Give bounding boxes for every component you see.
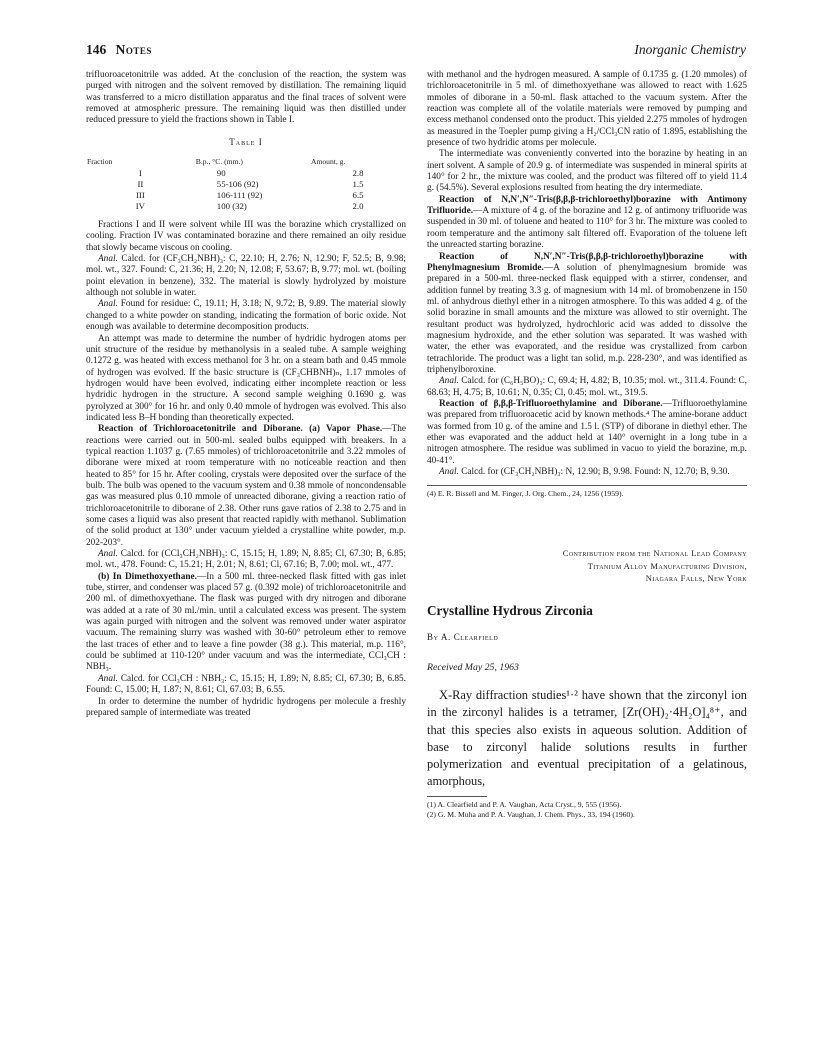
section-heading: Reaction of N,N′,N″-Tris(β,β,β-trichloroethyl)borazine with Antimony Trifluoride. bbox=[427, 194, 747, 217]
section-paragraph bbox=[427, 399, 747, 467]
table-row bbox=[86, 190, 406, 201]
running-head bbox=[86, 42, 746, 62]
section-text: —A solution of phenylmagnesium bromide was prepared in a 500-ml. three-necked flask equipped with a stirrer, condenser, and addition funnel by treating 3.3 g. of magnesium with 14 ml. of bromobenzene in 150 ml. of anhydrous diethyl ether in a nitrogen atmosphere. To this was added 4 g. of the solid borazine in small amounts and the mixture was allowed to stir overnight. The resultant product was hydrolyzed, hydrochloric acid was added to dissolve the magnesium hydroxide, and the ether solution was separated. It was washed with water, the ether was evaporated, and the residue was crystallized from carbon tetrachloride. The product was a light tan solid, m.p. 228-230°, and was identified as triphenylboroxine. bbox=[427, 262, 747, 375]
analysis-text: Calcd. for CCl₃CH : NBH₃: C, 15.15; H, 1.89; N, 8.85; Cl, 67.30; B, 6.85. Found: C, 15.00; H, 1.87; N, 8.61; Cl, 67.03; B, 6.55. bbox=[86, 673, 406, 696]
table-cell: 106-111 (92) bbox=[216, 190, 263, 201]
section-text: —In a 500 ml. three-necked flask fitted with gas inlet tube, stirrer, and condenser was placed 57 g. (0.392 mole) of trichloroacetonitrile and 200 ml. of dimethoxyethane. The flask was purged with dry nitrogen and diborane was added at a rate of 30 ml./min. until a calculated excess was present. The system was again purged with nitrogen and the solvent was removed under water aspirator vacuum. The remaining slurry was washed with 30-60° petroleum ether to remove the last traces of ether and to leave a fine powder (38 g.). This material, m.p. 116°, could be sublimed at 110-120° under vacuum and was the intermediate, CCl₃CH : NBH₃. bbox=[86, 571, 406, 673]
column-header: Amount, g. bbox=[310, 157, 346, 167]
reference: (2) G. M. Muha and P. A. Vaughan, J. Chem. Phys., 33, 194 (1960). bbox=[427, 809, 635, 819]
table-cell: I bbox=[138, 168, 142, 179]
section-text: —Trifluoroethylamine was prepared from trifluoroacetic acid by known methods.⁴ The amine-borane adduct was formed from 10 g. of the amine and 1.5 l. (STP) of diborane in diethyl ether. The ether was evaporated and the adduct held at 140° overnight in a long tube in a nitrogen atmosphere. The residue was sublimed in vacuo to yield the borazine, m.p. 40-41°. bbox=[427, 398, 747, 466]
table-1 bbox=[86, 156, 406, 212]
page-number: 146 bbox=[86, 42, 107, 57]
journal-name: Inorganic Chemistry bbox=[634, 42, 746, 57]
analysis-paragraph bbox=[86, 549, 406, 572]
contribution-line: Contribution from the National Lead Company bbox=[562, 548, 747, 559]
anal-label: Anal. bbox=[98, 254, 118, 265]
section-paragraph bbox=[86, 572, 406, 674]
left-column bbox=[86, 70, 406, 719]
paragraph: The intermediate was conveniently converted into the borazine by heating in an inert solvent. A sample of 20.9 g. of intermediate was suspended in mineral spirits at 140° for 2 hr., the mixture was cooled, and the product was filtered off to yield 11.4 g. (54.5%). Several explosions resulted from heating the dry intermediate. bbox=[427, 149, 747, 194]
column-header: B.p., °C. (mm.) bbox=[195, 157, 243, 167]
table-row bbox=[86, 201, 406, 212]
anal-label: Anal. bbox=[98, 299, 118, 310]
analysis-paragraph bbox=[86, 299, 406, 333]
table-row bbox=[86, 168, 406, 179]
subsection-heading: (b) In Dimethoxyethane. bbox=[98, 571, 197, 582]
analysis-paragraph bbox=[86, 254, 406, 299]
analysis-text: Calcd. for (CCl₃CH₂NBH)₃: C, 15.15; H, 1.89; N, 8.85; Cl, 67.30; B, 6.85; mol. wt., 478. Found: C, 15.21; H, 2.01; N, 8.61; Cl, 67.16; B, 7.00; mol. wt., 477. bbox=[86, 549, 406, 571]
table-cell: III bbox=[136, 190, 145, 201]
reference-divider bbox=[427, 796, 487, 797]
contribution-line: Niagara Falls, New York bbox=[645, 573, 747, 584]
section-text: —The reactions were carried out in 500-ml. sealed bulbs equipped with breakers. In a typical reaction 1.1037 g. (7.65 mmoles) of trichloroacetonitrile and 3.22 mmoles of diborane were mixed at room temperature with no noticeable reaction and then heated to 85° for 15 hr. After cooling, crystals were deposited over the surface of the bulb. The bulb was opened to the vacuum system and 0.38 mmole of noncondensable gas was measured plus 0.10 mmole of unreacted diborane, giving a reaction ratio of trichloroacetonitrile to diborane of 2.38. Other runs gave ratios of 2.38 to 2.75 and in some cases a liquid was also present that reacted rapidly with methanol. Sublimation of the solid product at 130° under vacuum yielded a crystalline white powder, m.p. 202-203°. bbox=[86, 424, 406, 548]
table-cell: 6.5 bbox=[352, 190, 364, 201]
section-paragraph bbox=[86, 424, 406, 549]
section-heading: Reaction of β,β,β-Trifluoroethylamine and Diborane. bbox=[439, 398, 663, 409]
table-cell: 55-106 (92) bbox=[216, 179, 259, 190]
paragraph: An attempt was made to determine the number of hydridic hydrogen atoms per unit structure of the residue by methanolysis in a sealed tube. A sample weighing 0.1272 g. was heated with excess methanol for 3 hr. on a steam bath and 0.45 mmole of hydrogen was evolved. If the basic structure is (CF₃CHBNH)ₙ, 1.17 mmoles of hydrogen would have been evolved, indicating either incomplete reaction or less hydridic hydrogen in the structure. A second sample weighing 0.1690 g. was pyrolyzed at 300° for 16 hr. and only 0.40 mmole of hydrogen was evolved. This also indicated less B–H bonding than theoretically expected. bbox=[86, 333, 406, 423]
analysis-text: Calcd. for (C₆H₅BO)₃: C, 69.4; H, 4.82; B, 10.35; mol. wt., 311.4. Found: C, 68.63; H, 4.75; B, 10.61; N, 0.35; Cl, 0.45; mol. wt., 319.5. bbox=[427, 376, 747, 398]
analysis-text: Calcd. for (CF₃CH₂NBH)₃: C, 22.10; H, 2.76; N, 12.90; F, 52.5; B, 9.98; mol. wt., 327. Found: C, 21.36; H, 2.20; N, 12.08; F, 53.67; B, 9.77; mol. wt. (boiling point elevation in benzene), 332. The material is slowly hydrolyzed by moisture although not soluble in water. bbox=[86, 254, 406, 299]
footnote: (4) E. R. Bissell and M. Finger, J. Org. Chem., 24, 1256 (1959). bbox=[427, 489, 624, 499]
table-cell: 90 bbox=[216, 168, 226, 179]
anal-label: Anal. bbox=[439, 376, 459, 387]
right-column bbox=[427, 70, 747, 820]
author-byline: By A. Clearfield bbox=[427, 632, 499, 643]
analysis-text: Calcd. for (CF₃CH₂NBH)₃: N, 12.90; B, 9.98. Found: N, 12.70; B, 9.30. bbox=[458, 467, 730, 478]
section-paragraph bbox=[427, 195, 747, 252]
section-text: —A mixture of 4 g. of the borazine and 12 g. of antimony trifluoride was suspended in 30 ml. of toluene and heated to 110° for 3 hr. The mixture was cooled to room temperature and the antimony salt filtered off. Evaporation of the toluene left the unreacted starting borazine. bbox=[427, 206, 747, 251]
table-cell: 2.8 bbox=[352, 168, 364, 179]
section-heading: Reaction of N,N′,N″-Tris(β,β,β-trichloroethyl)borazine with Phenylmagnesium Bromide. bbox=[427, 251, 747, 273]
table-title: Table I bbox=[229, 136, 263, 147]
received-date: Received May 25, 1963 bbox=[427, 661, 519, 673]
anal-label: Anal. bbox=[98, 549, 118, 560]
table-header-row bbox=[86, 156, 406, 168]
anal-label: Anal. bbox=[439, 467, 459, 478]
table-row bbox=[86, 179, 406, 190]
paragraph: In order to determine the number of hydridic hydrogens per molecule a freshly prepared sample of intermediate was treated bbox=[86, 696, 406, 718]
table-cell: 100 (32) bbox=[216, 201, 247, 212]
analysis-paragraph bbox=[86, 674, 406, 697]
paragraph: with methanol and the hydrogen measured. A sample of 0.1735 g. (1.20 mmoles) of trichloroacetonitrile in 5 ml. of dimethoxyethane was allowed to react with 1.625 mmoles of diborane in a 50-ml. flask attached to the vacuum system. After the reaction was complete all of the volatile materials were removed by pumping and excess methanol condensed onto the product. This yielded 2.275 mmoles of hydrogen as measured in the Toepler pump giving a H₂/CCl₃CN ratio of 1.895, establishing the presence of two hydridic atoms per molecule. bbox=[427, 70, 747, 149]
table-cell: 1.5 bbox=[352, 179, 364, 190]
reference: (1) A. Clearfield and P. A. Vaughan, Acta Cryst., 9, 555 (1956). bbox=[427, 799, 622, 809]
table-cell: 2.0 bbox=[352, 201, 364, 212]
footnote-divider bbox=[427, 485, 747, 486]
table-cell: II bbox=[137, 179, 144, 190]
section-heading: Reaction of Trichloroacetonitrile and Diborane. bbox=[98, 424, 303, 435]
section-name: Notes bbox=[115, 42, 152, 57]
analysis-paragraph bbox=[427, 376, 747, 399]
contribution-block bbox=[427, 547, 747, 585]
column-header: Fraction bbox=[87, 157, 113, 167]
anal-label: Anal. bbox=[98, 673, 118, 684]
running-head-left bbox=[86, 42, 152, 58]
analysis-text: Found for residue: C, 19.11; H, 3.18; N, 9.72; B, 9.89. The material slowly changed to a white powder on standing, indicating the formation of boric oxide. Not enough was available to determine decomposition products. bbox=[86, 299, 406, 333]
article-title: Crystalline Hydrous Zirconia bbox=[427, 602, 593, 618]
article-body: X-Ray diffraction studies¹·² have shown that the zirconyl ion in the zirconyl halides is a tetramer, [Zr(OH)₂·4H₂O]₄⁸⁺, and that this species also exists in aqueous solution. Addition of base to zirconyl halide solutions results in further polymerization and eventual precipitation of a gelatinous, amorphous, bbox=[427, 687, 747, 789]
table-cell: IV bbox=[135, 201, 146, 212]
paragraph: trifluoroacetonitrile was added. At the conclusion of the reaction, the system was purged with nitrogen and the solvent removed by distillation. The remaining liquid was transferred to a micro distillation apparatus and the final traces of solvent were removed at atmospheric pressure. The remaining liquid was then distilled under reduced pressure to yield the fractions shown in Table I. bbox=[86, 70, 406, 126]
contribution-line: Titanium Alloy Manufacturing Division, bbox=[587, 560, 747, 571]
analysis-paragraph bbox=[427, 467, 747, 478]
paragraph: Fractions I and II were solvent while III was the borazine which crystallized on cooling. Fraction IV was contaminated borazine and there remained an oily residue that slowly became viscous on cooling. bbox=[86, 220, 406, 253]
section-paragraph bbox=[427, 252, 747, 377]
subsection-heading: (a) Vapor Phase. bbox=[302, 424, 383, 435]
